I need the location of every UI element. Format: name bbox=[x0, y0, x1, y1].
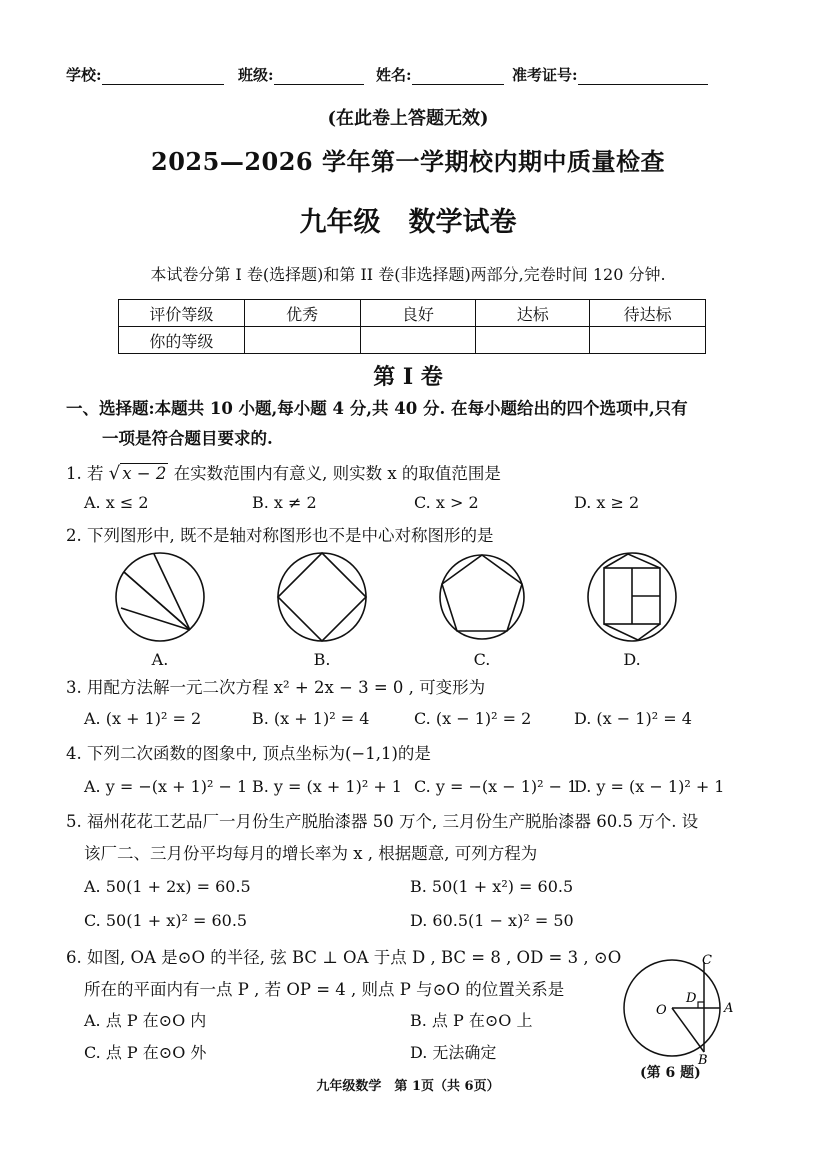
class-label: 班级: bbox=[238, 66, 274, 84]
q1-radicand: x − 2 bbox=[122, 464, 167, 483]
q3-options bbox=[84, 706, 784, 732]
q6-right-angle-icon bbox=[698, 1002, 704, 1008]
grade-cell: 评价等级 bbox=[119, 300, 245, 327]
grade-empty-cell bbox=[590, 327, 706, 354]
section-1-line-2: 一项是符合题目要求的. bbox=[102, 429, 273, 448]
q3-option-c: C. (x − 1)² = 2 bbox=[414, 709, 532, 728]
school-field bbox=[66, 64, 224, 85]
figure-d bbox=[588, 553, 676, 641]
figure-a-chord bbox=[124, 572, 190, 630]
question-5 bbox=[66, 808, 786, 868]
grade-table-answer-row bbox=[119, 327, 706, 354]
q2-figures bbox=[100, 548, 740, 648]
section-1-line-1: 一、选择题:本题共 10 小题,每小题 4 分,共 40 分. 在每小题给出的四个选项中,只有 bbox=[66, 399, 688, 418]
question-6 bbox=[66, 944, 626, 1004]
grade-empty-cell bbox=[244, 327, 360, 354]
exam-number-blank bbox=[578, 69, 708, 85]
exam-number-field bbox=[512, 64, 708, 85]
sqrt-expression bbox=[109, 464, 169, 483]
q6-option-a: A. 点 P 在⊙O 内 bbox=[84, 1011, 207, 1030]
figure-d-top-triangle bbox=[604, 554, 660, 568]
q3-option-d: D. (x − 1)² = 4 bbox=[574, 709, 692, 728]
q5-option-c: C. 50(1 + x)² = 60.5 bbox=[84, 911, 248, 930]
figure-a-chords bbox=[124, 554, 190, 630]
q6-label-b: B bbox=[698, 1053, 708, 1066]
question-4: 4. 下列二次函数的图象中, 顶点坐标为(−1,1)的是 bbox=[66, 744, 431, 763]
grade-table bbox=[118, 299, 706, 354]
exam-title: 2025—2026 学年第一学期校内期中质量检查 bbox=[151, 147, 665, 176]
grade-table-header-row bbox=[119, 300, 706, 327]
q1-option-c: C. x > 2 bbox=[414, 493, 479, 512]
name-label: 姓名: bbox=[376, 66, 412, 84]
q5-options bbox=[84, 874, 784, 934]
name-field bbox=[376, 64, 504, 85]
subtitle-subject: 数学试卷 bbox=[408, 207, 517, 238]
q6-option-b: B. 点 P 在⊙O 上 bbox=[410, 1011, 533, 1030]
q5-line-2: 该厂二、三月份平均每月的增长率为 x , 根据题意, 可列方程为 bbox=[84, 844, 538, 863]
q4-options bbox=[84, 774, 784, 800]
name-blank bbox=[412, 69, 504, 85]
exam-subtitle bbox=[0, 200, 816, 239]
figure-a bbox=[116, 553, 204, 641]
grade-cell: 达标 bbox=[476, 300, 590, 327]
grade-cell: 良好 bbox=[360, 300, 476, 327]
q6-segment-ob bbox=[672, 1008, 704, 1052]
figure-b-circle bbox=[278, 553, 366, 641]
q4-option-d: D. y = (x − 1)² + 1 bbox=[574, 777, 725, 796]
grade-empty-cell bbox=[476, 327, 590, 354]
volume-title: 第 I 卷 bbox=[373, 364, 443, 390]
sqrt-sign-icon: √ bbox=[108, 463, 121, 484]
grade-cell: 你的等级 bbox=[119, 327, 245, 354]
exam-intro: 本试卷分第 I 卷(选择题)和第 II 卷(非选择题)两部分,完卷时间 120 分钟. bbox=[150, 265, 666, 284]
q2-label-c: C. bbox=[473, 650, 491, 669]
q6-options bbox=[84, 1008, 604, 1068]
q1-post: 在实数范围内有意义, 则实数 x 的取值范围是 bbox=[173, 464, 501, 483]
page-footer: 九年级数学 第 1页（共 6页） bbox=[316, 1079, 500, 1094]
q4-option-b: B. y = (x + 1)² + 1 bbox=[252, 777, 402, 796]
class-blank bbox=[274, 69, 364, 85]
section-1-heading bbox=[66, 394, 766, 454]
question-2: 2. 下列图形中, 既不是轴对称图形也不是中心对称图形的是 bbox=[66, 526, 494, 545]
q1-option-b: B. x ≠ 2 bbox=[252, 493, 317, 512]
grade-empty-cell bbox=[360, 327, 476, 354]
q6-label-c: C bbox=[702, 953, 712, 968]
q6-label-o: O bbox=[656, 1003, 667, 1018]
q1-option-d: D. x ≥ 2 bbox=[574, 493, 640, 512]
school-blank bbox=[102, 69, 224, 85]
q5-line-1: 5. 福州花花工艺品厂一月份生产脱胎漆器 50 万个, 三月份生产脱胎漆器 60.5 万个. 设 bbox=[66, 812, 699, 831]
q1-option-a: A. x ≤ 2 bbox=[84, 493, 149, 512]
q3-option-a: A. (x + 1)² = 2 bbox=[84, 709, 202, 728]
q2-label-d: D. bbox=[623, 650, 641, 669]
q5-option-d: D. 60.5(1 − x)² = 50 bbox=[410, 911, 574, 930]
student-info-line bbox=[66, 64, 756, 88]
q2-label-a: A. bbox=[151, 650, 169, 669]
q4-option-a: A. y = −(x + 1)² − 1 bbox=[84, 777, 248, 796]
q6-line-2: 所在的平面内有一点 P , 若 OP = 4 , 则点 P 与⊙O 的位置关系是 bbox=[84, 980, 565, 999]
q1-options bbox=[84, 490, 784, 516]
q6-figure bbox=[612, 948, 762, 1066]
figure-c bbox=[440, 555, 524, 639]
q5-option-a: A. 50(1 + 2x) = 60.5 bbox=[84, 877, 251, 896]
q5-option-b: B. 50(1 + x²) = 60.5 bbox=[410, 877, 574, 896]
q2-label-b: B. bbox=[313, 650, 331, 669]
q6-option-c: C. 点 P 在⊙O 外 bbox=[84, 1043, 207, 1062]
exam-number-label: 准考证号: bbox=[512, 66, 578, 84]
q6-label-a: A bbox=[724, 1001, 734, 1016]
q4-option-c: C. y = −(x − 1)² − 1 bbox=[414, 777, 578, 796]
q6-label-d: D bbox=[686, 991, 697, 1006]
question-3: 3. 用配方法解一元二次方程 x² + 2x − 3 = 0 , 可变形为 bbox=[66, 678, 486, 697]
q1-pre: 1. 若 bbox=[66, 464, 104, 483]
q3-option-b: B. (x + 1)² = 4 bbox=[252, 709, 370, 728]
school-label: 学校: bbox=[66, 66, 102, 84]
grade-cell: 待达标 bbox=[590, 300, 706, 327]
figure-b bbox=[278, 553, 366, 641]
q6-option-d: D. 无法确定 bbox=[410, 1043, 497, 1062]
q6-line-1: 6. 如图, OA 是⊙O 的半径, 弦 BC ⊥ OA 于点 D , BC = 8 , OD = 3 , ⊙O bbox=[66, 948, 622, 967]
q6-figure-caption: (第 6 题) bbox=[640, 1065, 701, 1081]
grade-cell: 优秀 bbox=[244, 300, 360, 327]
class-field bbox=[238, 64, 364, 85]
invalid-notice: (在此卷上答题无效) bbox=[327, 108, 489, 129]
subtitle-grade: 九年级 bbox=[299, 207, 381, 238]
figure-d-bottom-triangle bbox=[604, 624, 660, 640]
figure-a-chord bbox=[121, 608, 190, 630]
figure-c-circle bbox=[440, 555, 524, 639]
question-1 bbox=[66, 460, 786, 488]
